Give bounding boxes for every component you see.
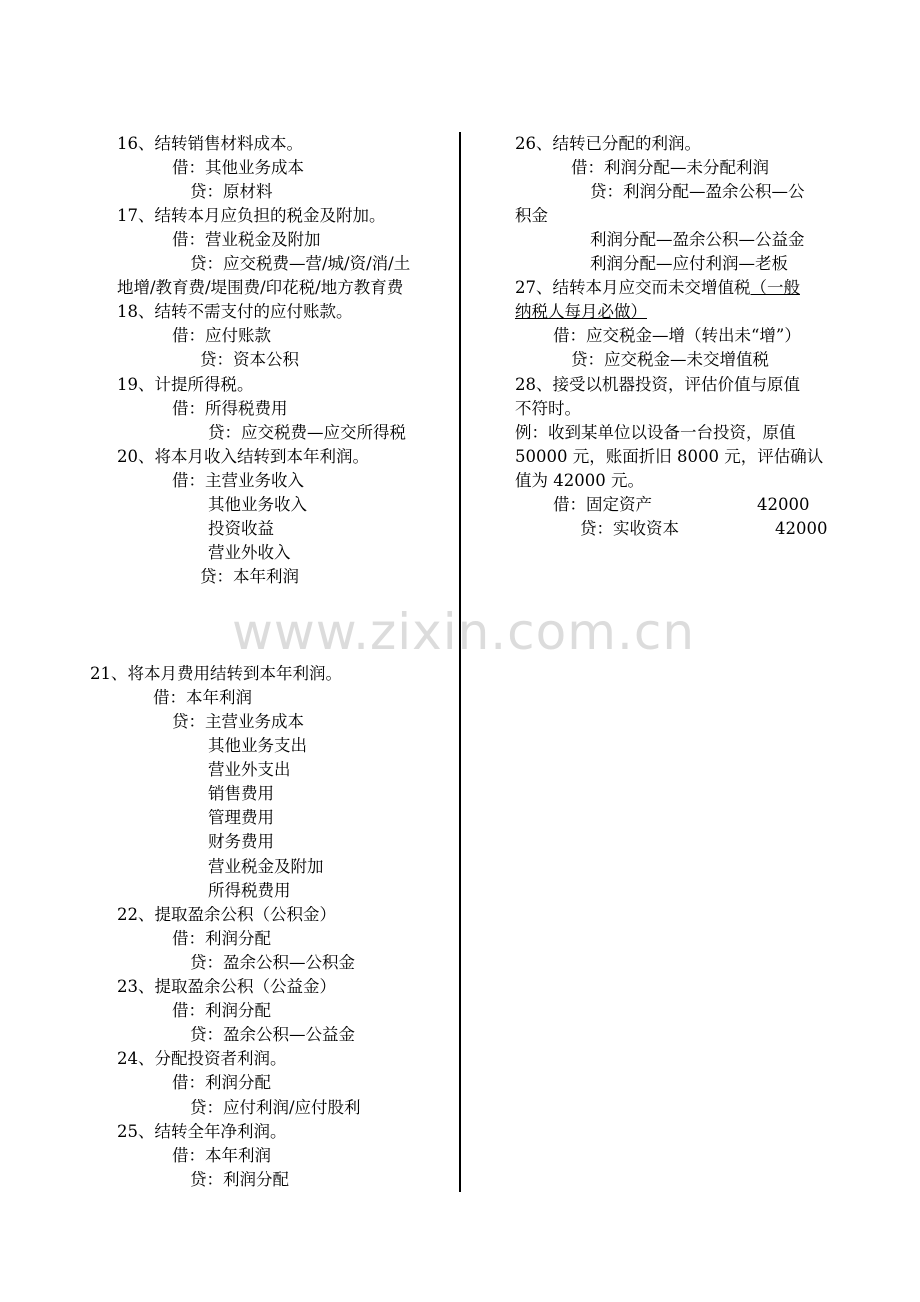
watermark: www.zixin.com.cn	[232, 603, 696, 661]
entry-21-credit-7: 营业税金及附加	[208, 857, 324, 876]
entry-28-debit-amount: 42000	[757, 495, 810, 514]
entry-21-credit-2: 其他业务支出	[208, 736, 307, 755]
entry-21-title: 21、将本月费用结转到本年利润。	[90, 664, 342, 683]
entry-27-title	[515, 278, 800, 298]
entry-27-note: （一般	[750, 278, 800, 297]
entry-22-credit: 贷：盈余公积—公积金	[190, 953, 355, 972]
entry-16-credit: 贷：原材料	[190, 182, 273, 201]
entry-26-title: 26、结转已分配的利润。	[515, 134, 701, 153]
entry-17-debit: 借：营业税金及附加	[172, 230, 321, 249]
entry-20-debit: 借：主营业务收入	[172, 471, 304, 490]
entry-27-note-cont: 纳税人每月必做）	[515, 302, 647, 321]
entry-26-credit-3: 利润分配—应付利润—老板	[590, 254, 788, 273]
entry-26-credit-cont: 积金	[515, 206, 548, 225]
entry-28-example-1: 例：收到某单位以设备一台投资，原值	[515, 423, 796, 442]
entry-26-debit: 借：利润分配—未分配利润	[571, 158, 769, 177]
entry-19-debit: 借：所得税费用	[172, 399, 288, 418]
entry-20-debit-3: 投资收益	[208, 519, 274, 538]
entry-24-credit: 贷：应付利润/应付股利	[190, 1098, 361, 1117]
entry-28-debit: 借：固定资产	[553, 495, 652, 514]
entry-24-debit: 借：利润分配	[172, 1073, 271, 1092]
entry-20-title: 20、将本月收入结转到本年利润。	[117, 447, 369, 466]
entry-21-credit-5: 管理费用	[208, 808, 274, 827]
entry-20-debit-4: 营业外收入	[208, 543, 291, 562]
entry-27-title-text: 27、结转本月应交而未交增值税	[515, 278, 751, 297]
entry-17-credit-cont: 地增/教育费/堤围费/印花税/地方教育费	[117, 278, 404, 297]
entry-18-debit: 借：应付账款	[172, 326, 271, 345]
entry-16-title: 16、结转销售材料成本。	[117, 134, 303, 153]
entry-28-example-2: 50000 元，账面折旧 8000 元，评估确认	[515, 447, 824, 466]
entry-20-debit-2: 其他业务收入	[208, 495, 307, 514]
entry-21-debit: 借：本年利润	[153, 688, 252, 707]
entry-28-credit: 贷：实收资本	[580, 519, 679, 538]
entry-22-debit: 借：利润分配	[172, 929, 271, 948]
entry-19-title: 19、计提所得税。	[117, 375, 254, 394]
entry-27-credit: 贷：应交税金—未交增值税	[571, 350, 769, 369]
entry-25-title: 25、结转全年净利润。	[117, 1122, 287, 1141]
entry-25-debit: 借：本年利润	[172, 1146, 271, 1165]
entry-16-debit: 借：其他业务成本	[172, 158, 304, 177]
entry-28-credit-amount: 42000	[775, 519, 828, 538]
entry-18-credit: 贷：资本公积	[200, 350, 299, 369]
entry-27-debit: 借：应交税金—增（转出未“增”）	[553, 326, 801, 345]
entry-21-credit: 贷：主营业务成本	[172, 712, 304, 731]
entry-17-credit: 贷：应交税费—营/城/资/消/土	[190, 254, 411, 273]
entry-23-title: 23、提取盈余公积（公益金）	[117, 977, 336, 996]
entry-17-title: 17、结转本月应负担的税金及附加。	[117, 206, 386, 225]
entry-23-credit: 贷：盈余公积—公益金	[190, 1025, 355, 1044]
entry-21-credit-3: 营业外支出	[208, 760, 291, 779]
column-divider	[459, 132, 461, 1192]
entry-21-credit-8: 所得税费用	[208, 881, 291, 900]
entry-26-credit-2: 利润分配—盈余公积—公益金	[590, 230, 805, 249]
entry-28-example-3: 值为 42000 元。	[515, 471, 644, 490]
entry-28-title: 28、接受以机器投资，评估价值与原值	[515, 375, 800, 394]
entry-21-credit-6: 财务费用	[208, 832, 274, 851]
entry-28-title-cont: 不符时。	[515, 399, 581, 418]
entry-18-title: 18、结转不需支付的应付账款。	[117, 302, 353, 321]
entry-20-credit: 贷：本年利润	[200, 567, 299, 586]
entry-19-credit: 贷：应交税费—应交所得税	[208, 423, 406, 442]
entry-24-title: 24、分配投资者利润。	[117, 1049, 287, 1068]
entry-25-credit: 贷：利润分配	[190, 1170, 289, 1189]
entry-26-credit: 贷：利润分配—盈余公积—公	[590, 182, 805, 201]
entry-23-debit: 借：利润分配	[172, 1001, 271, 1020]
entry-21-credit-4: 销售费用	[208, 784, 274, 803]
entry-22-title: 22、提取盈余公积（公积金）	[117, 905, 336, 924]
